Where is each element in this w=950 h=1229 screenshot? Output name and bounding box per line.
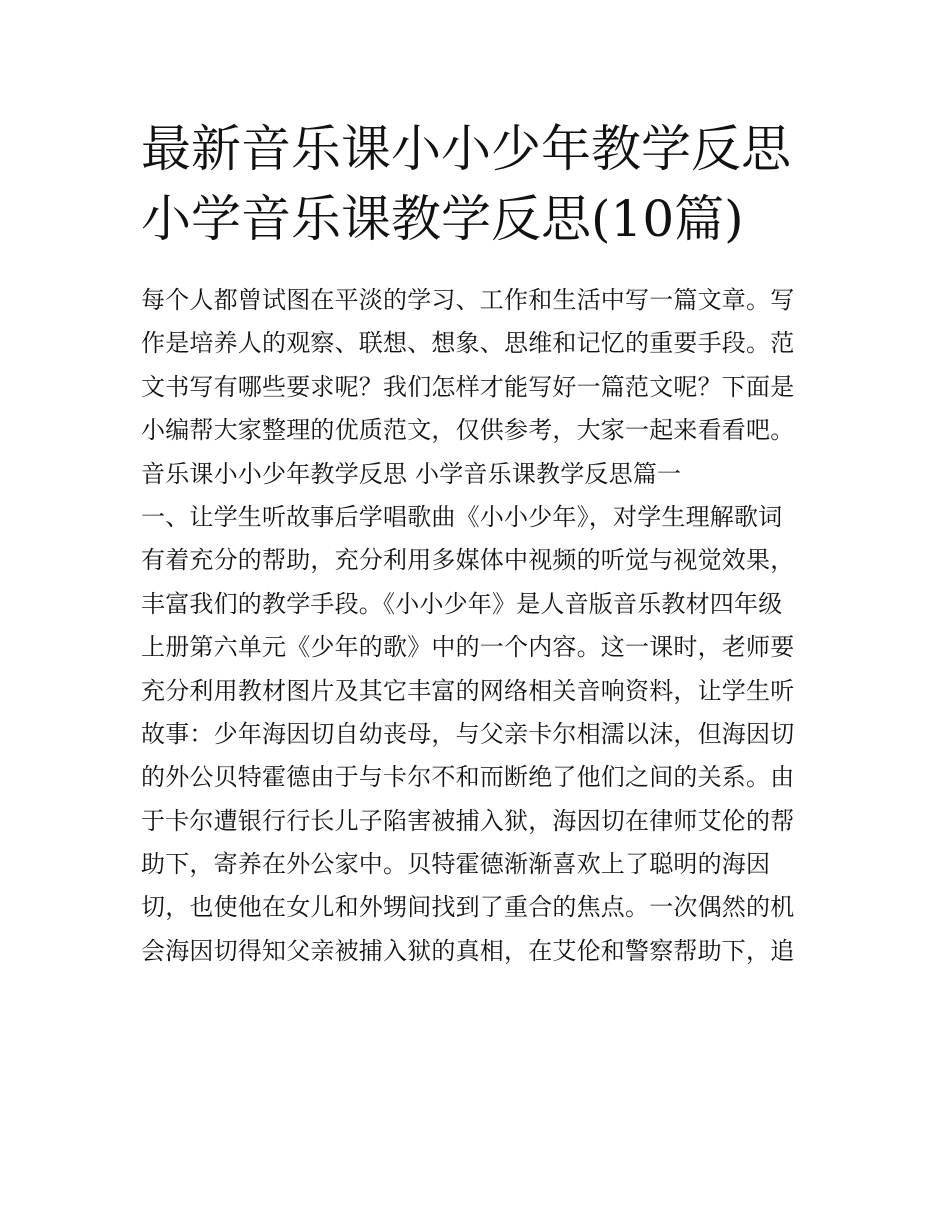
body-line-12: 的外公贝特霍德由于与卡尔不和而断绝了他们之间的关系。由 bbox=[141, 763, 795, 792]
body-line-16: 会海因切得知父亲被捕入狱的真相，在艾伦和警察帮助下，追 bbox=[141, 936, 795, 965]
body-line-6: 一、让学生听故事后学唱歌曲《小小少年》，对学生理解歌词 bbox=[141, 502, 783, 531]
body-line-10: 充分利用教材图片及其它丰富的网络相关音响资料，让学生听 bbox=[141, 676, 795, 705]
body-line-14: 助下，寄养在外公家中。贝特霍德渐渐喜欢上了聪明的海因 bbox=[141, 850, 771, 879]
body-line-8: 丰富我们的教学手段。《小小少年》是人音版音乐教材四年级 bbox=[141, 589, 783, 618]
document-body bbox=[141, 279, 821, 973]
body-line-15: 切，也使他在女儿和外甥间找到了重合的焦点。一次偶然的机 bbox=[141, 893, 795, 922]
body-line-11: 故事：少年海因切自幼丧母，与父亲卡尔相濡以沫，但海因切 bbox=[141, 719, 795, 748]
body-line-13: 于卡尔遭银行行长儿子陷害被捕入狱，海因切在律师艾伦的帮 bbox=[141, 806, 795, 835]
body-line-7: 有着充分的帮助，充分利用多媒体中视频的听觉与视觉效果， bbox=[141, 546, 795, 575]
title-line-2: 小学音乐课教学反思(10篇) bbox=[141, 190, 744, 248]
body-line-2: 作是培养人的观察、联想、想象、思维和记忆的重要手段。范 bbox=[141, 329, 795, 358]
title-line-1: 最新音乐课小小少年教学反思 bbox=[141, 120, 791, 178]
body-line-9: 上册第六单元《少年的歌》中的一个内容。这一课时，老师要 bbox=[141, 633, 795, 662]
body-line-4: 小编帮大家整理的优质范文，仅供参考，大家一起来看看吧。 bbox=[141, 416, 795, 445]
body-line-3: 文书写有哪些要求呢？我们怎样才能写好一篇范文呢？下面是 bbox=[141, 372, 795, 401]
section-heading: 音乐课小小少年教学反思 小学音乐课教学反思篇一 bbox=[141, 459, 682, 488]
document-title bbox=[141, 114, 821, 254]
body-line-1: 每个人都曾试图在平淡的学习、工作和生活中写一篇文章。写 bbox=[141, 286, 795, 314]
